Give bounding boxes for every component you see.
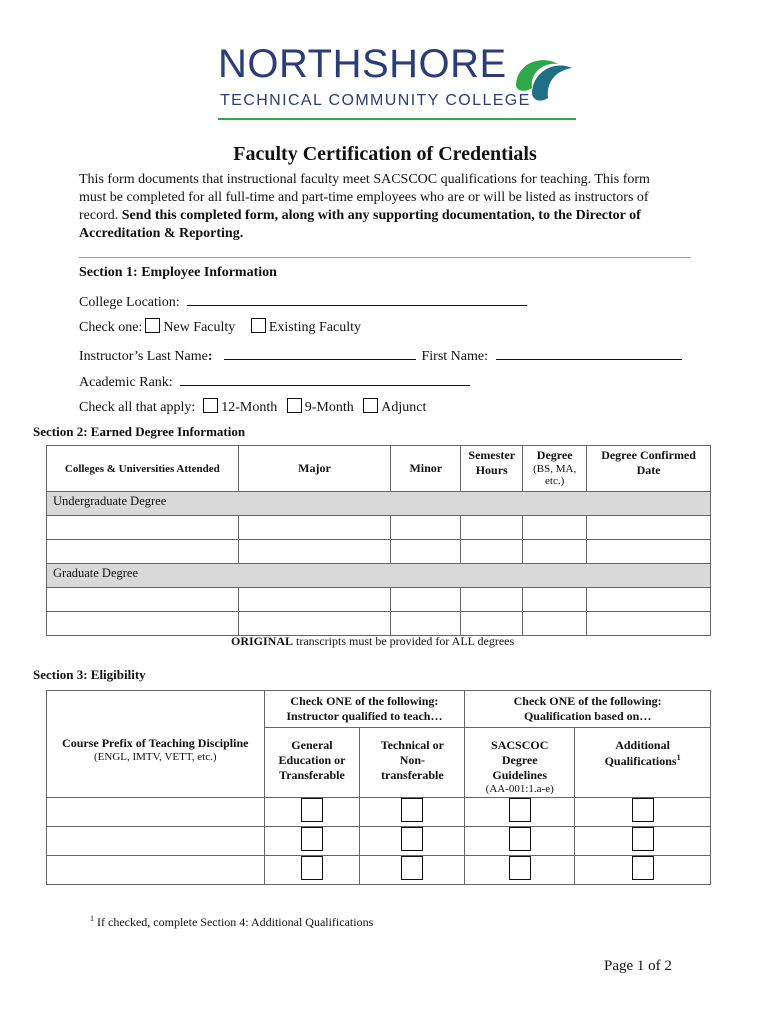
- first-name-field[interactable]: [496, 345, 682, 360]
- col-additional: [575, 728, 711, 798]
- form-title: Faculty Certification of Credentials: [233, 143, 537, 165]
- check-all-label: Check all that apply:: [79, 400, 196, 415]
- section2-heading: Section 2: Earned Degree Information: [33, 424, 246, 439]
- table-cell[interactable]: [461, 540, 523, 564]
- col-colleges: [47, 446, 239, 492]
- table-cell[interactable]: [391, 516, 461, 540]
- col-degree: [523, 446, 587, 492]
- eligibility-table: [46, 690, 711, 885]
- col-general-education: [264, 728, 360, 798]
- group1-line1: Check ONE of the following:: [290, 694, 439, 708]
- twelve-month-checkbox[interactable]: [203, 398, 218, 413]
- new-faculty-label: New Faculty: [163, 320, 236, 335]
- last-name-colon: :: [207, 349, 213, 364]
- existing-faculty-label: Existing Faculty: [268, 320, 361, 335]
- wave-logo-icon: [506, 46, 576, 112]
- table-cell: [465, 827, 575, 856]
- table-cell[interactable]: [47, 516, 239, 540]
- table-cell[interactable]: [587, 516, 711, 540]
- col-gen-2: Education or: [278, 753, 346, 767]
- col-gen-3: Transferable: [279, 768, 345, 782]
- technical-checkbox[interactable]: [401, 798, 423, 822]
- page-number: Page 1 of 2: [604, 958, 672, 974]
- table-cell: [360, 827, 465, 856]
- adjunct-label: Adjunct: [381, 400, 427, 415]
- college-logo: [218, 42, 578, 124]
- table-cell[interactable]: [587, 612, 711, 636]
- group1-line2: Instructor qualified to teach…: [286, 709, 443, 723]
- col-prefix-sub: (ENGL, IMTV, VETT, etc.): [94, 750, 217, 763]
- col-semester-hours: [461, 446, 523, 492]
- col-add-2: Qualifications: [604, 754, 677, 768]
- table-cell[interactable]: [587, 588, 711, 612]
- table-cell[interactable]: [238, 588, 391, 612]
- col-colleges-label: Colleges & Universities Attended: [64, 462, 220, 475]
- col-add-1: Additional: [615, 738, 670, 752]
- table-cell[interactable]: [238, 516, 391, 540]
- table-cell: [264, 798, 360, 827]
- table-cell[interactable]: [47, 588, 239, 612]
- table-cell[interactable]: [523, 540, 587, 564]
- undergrad-label: Undergraduate Degree: [53, 494, 167, 508]
- twelve-month-label: 12-Month: [221, 400, 278, 415]
- college-location-field[interactable]: [187, 291, 527, 306]
- course-prefix-cell[interactable]: [47, 827, 265, 856]
- col-course-prefix: [47, 728, 265, 798]
- table-cell: [360, 798, 465, 827]
- check-one-row: [79, 318, 361, 336]
- intro-line-3: [79, 208, 641, 224]
- table-cell[interactable]: [47, 540, 239, 564]
- col-semester-label: Semester: [468, 448, 516, 462]
- sacscoc-checkbox[interactable]: [509, 798, 531, 822]
- logo-underline: [218, 118, 576, 120]
- col-prefix-label: Course Prefix of Teaching Discipline: [62, 735, 249, 750]
- check-all-row: [79, 398, 426, 416]
- intro-line-3-plain: record.: [79, 208, 122, 223]
- table-row: [47, 798, 711, 827]
- col-tech-2: Non-: [399, 753, 426, 767]
- group2-line1: Check ONE of the following:: [513, 694, 662, 708]
- table-row: [47, 588, 711, 612]
- col-confirmed: [587, 446, 711, 492]
- last-name-label: Instructor’s Last Name: [79, 349, 208, 364]
- table-cell[interactable]: [587, 540, 711, 564]
- col-minor-label: Minor: [409, 461, 443, 475]
- table-row: [47, 540, 711, 564]
- general-education-checkbox[interactable]: [301, 827, 323, 851]
- transcripts-note: [231, 634, 514, 649]
- col-degree-label: Degree: [536, 448, 573, 462]
- course-prefix-cell[interactable]: [47, 856, 265, 885]
- table-cell: [465, 798, 575, 827]
- table-cell: [575, 856, 711, 885]
- course-prefix-cell[interactable]: [47, 798, 265, 827]
- col-confirmed-label: Degree Confirmed: [601, 448, 696, 462]
- logo-subtitle: TECHNICAL COMMUNITY COLLEGE: [220, 92, 531, 109]
- table-cell[interactable]: [391, 588, 461, 612]
- col-major-label: Major: [298, 461, 331, 475]
- table-cell: [360, 856, 465, 885]
- academic-rank-label: Academic Rank:: [79, 375, 173, 390]
- footnote: [90, 914, 373, 930]
- check-one-label: Check one:: [79, 320, 143, 335]
- col-minor: [391, 446, 461, 492]
- col-add-sup: 1: [676, 753, 681, 762]
- additional-checkbox[interactable]: [632, 827, 654, 851]
- sacscoc-checkbox[interactable]: [509, 827, 531, 851]
- intro-line-3-bold: Send this completed form, along with any supporting documentation, to the Director of: [121, 208, 641, 223]
- technical-checkbox[interactable]: [401, 827, 423, 851]
- adjunct-checkbox[interactable]: [363, 398, 378, 413]
- sacscoc-checkbox[interactable]: [509, 856, 531, 880]
- logo-name: NORTHSHORE: [218, 42, 507, 86]
- table-cell[interactable]: [238, 540, 391, 564]
- col-sacscoc: [465, 728, 575, 798]
- col-confirmed-date-label: Date: [636, 463, 661, 477]
- degree-table: [46, 445, 711, 636]
- table-cell[interactable]: [391, 540, 461, 564]
- table-cell[interactable]: [523, 588, 587, 612]
- existing-faculty-checkbox[interactable]: [251, 318, 266, 333]
- table-cell[interactable]: [461, 612, 523, 636]
- table-cell[interactable]: [523, 516, 587, 540]
- col-hours-label: Hours: [475, 463, 508, 477]
- college-location-label: College Location:: [79, 295, 180, 310]
- footnote-text: If checked, complete Section 4: Additional Qualifications: [97, 915, 374, 929]
- table-row: [47, 612, 711, 636]
- table-cell[interactable]: [47, 612, 239, 636]
- additional-checkbox[interactable]: [632, 856, 654, 880]
- group-qualification-based: [465, 691, 711, 728]
- table-cell[interactable]: [461, 516, 523, 540]
- first-name-label: First Name:: [421, 349, 488, 364]
- intro-line-4: Accreditation & Reporting.: [79, 226, 244, 241]
- nine-month-label: 9-Month: [304, 400, 354, 415]
- table-cell: [575, 798, 711, 827]
- transcripts-note-bold: ORIGINAL: [231, 634, 294, 648]
- col-sacs-1: SACSCOC: [491, 738, 549, 752]
- col-sacs-3: Guidelines: [492, 768, 548, 782]
- general-education-checkbox[interactable]: [301, 798, 323, 822]
- col-tech-3: transferable: [381, 768, 444, 782]
- table-cell[interactable]: [391, 612, 461, 636]
- graduate-label: Graduate Degree: [53, 566, 139, 580]
- divider: [79, 257, 691, 258]
- col-tech-1: Technical or: [380, 738, 444, 752]
- table-cell: [465, 856, 575, 885]
- table-row: [47, 827, 711, 856]
- table-row: [47, 516, 711, 540]
- table-cell[interactable]: [238, 612, 391, 636]
- table-cell[interactable]: [523, 612, 587, 636]
- table-cell[interactable]: [461, 588, 523, 612]
- col-sacs-sub: (AA-001:1.a-e): [485, 783, 554, 795]
- intro-line-1: This form documents that instructional faculty meet SACSCOC qualifications for teaching. This form: [79, 172, 650, 187]
- col-degree-sub1: (BS, MA,: [533, 463, 577, 475]
- table-row: [47, 856, 711, 885]
- col-major: [238, 446, 391, 492]
- eligibility-blank: [47, 691, 265, 728]
- graduate-row: [47, 564, 711, 588]
- general-education-checkbox[interactable]: [301, 856, 323, 880]
- academic-rank-field[interactable]: [180, 371, 470, 386]
- col-gen-1: General: [291, 738, 333, 752]
- name-row: [79, 345, 682, 365]
- section3-heading: Section 3: Eligibility: [33, 667, 146, 682]
- group-qualified-to-teach: [264, 691, 465, 728]
- intro-line-2: must be completed for all full-time and part-time employees who are or will be listed as instructors of: [79, 190, 649, 205]
- additional-checkbox[interactable]: [632, 798, 654, 822]
- new-faculty-checkbox[interactable]: [145, 318, 160, 333]
- section1-heading: Section 1: Employee Information: [79, 265, 277, 280]
- col-technical: [360, 728, 465, 798]
- footnote-mark: 1: [90, 914, 94, 923]
- table-cell: [264, 827, 360, 856]
- undergrad-row: [47, 492, 711, 516]
- technical-checkbox[interactable]: [401, 856, 423, 880]
- last-name-field[interactable]: [224, 345, 416, 360]
- col-sacs-2: Degree: [501, 753, 538, 767]
- transcripts-note-rest: transcripts must be provided for ALL degrees: [293, 634, 515, 648]
- table-cell: [575, 827, 711, 856]
- college-location-row: [79, 291, 527, 311]
- nine-month-checkbox[interactable]: [287, 398, 302, 413]
- table-cell: [264, 856, 360, 885]
- col-degree-sub2: etc.): [545, 475, 565, 487]
- group2-line2: Qualification based on…: [523, 709, 652, 723]
- academic-rank-row: [79, 371, 470, 391]
